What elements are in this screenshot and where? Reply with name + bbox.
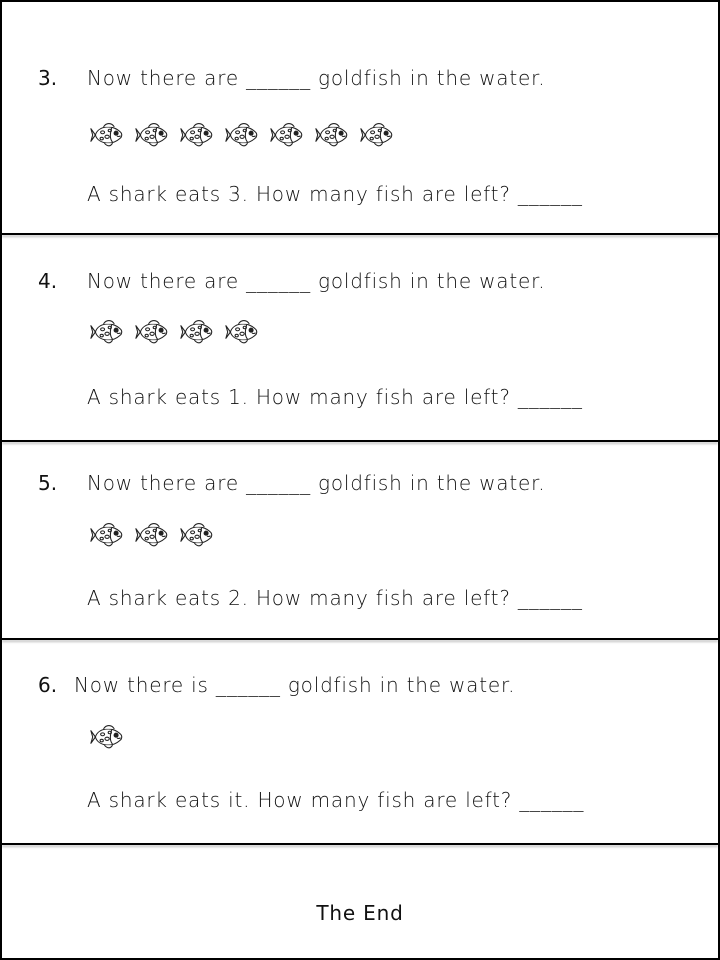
fish-row	[90, 517, 216, 553]
goldfish-icon	[90, 314, 126, 350]
problem-prompt: Now there are ______ goldfish in the water.	[87, 269, 546, 293]
problem-number: 5.	[38, 471, 58, 495]
goldfish-icon	[225, 314, 261, 350]
goldfish-icon	[315, 117, 351, 153]
goldfish-icon	[180, 314, 216, 350]
problem-question: A shark eats 1. How many fish are left? ______	[87, 385, 583, 409]
goldfish-icon	[180, 517, 216, 553]
goldfish-icon	[90, 719, 126, 755]
problem-question: A shark eats 2. How many fish are left? ______	[87, 586, 583, 610]
section-divider	[2, 638, 718, 640]
goldfish-icon	[180, 117, 216, 153]
problem-number: 6.	[38, 673, 58, 697]
problem-prompt: Now there are ______ goldfish in the water.	[87, 66, 546, 90]
problem-question: A shark eats it. How many fish are left? ______	[87, 788, 585, 812]
goldfish-icon	[270, 117, 306, 153]
problem-number: 4.	[38, 269, 58, 293]
problem-number: 3.	[38, 66, 58, 90]
fish-row	[90, 117, 396, 153]
problem-question: A shark eats 3. How many fish are left? ______	[87, 182, 583, 206]
section-divider	[2, 843, 718, 845]
goldfish-icon	[360, 117, 396, 153]
the-end-text: The End	[316, 901, 404, 925]
goldfish-icon	[90, 117, 126, 153]
section-divider	[2, 233, 718, 235]
problem-prompt: Now there is ______ goldfish in the water.	[74, 673, 516, 697]
fish-row	[90, 314, 261, 350]
goldfish-icon	[90, 517, 126, 553]
goldfish-icon	[135, 117, 171, 153]
fish-row	[90, 719, 126, 755]
goldfish-icon	[135, 517, 171, 553]
problem-prompt: Now there are ______ goldfish in the water.	[87, 471, 546, 495]
section-divider	[2, 440, 718, 442]
goldfish-icon	[225, 117, 261, 153]
goldfish-icon	[135, 314, 171, 350]
